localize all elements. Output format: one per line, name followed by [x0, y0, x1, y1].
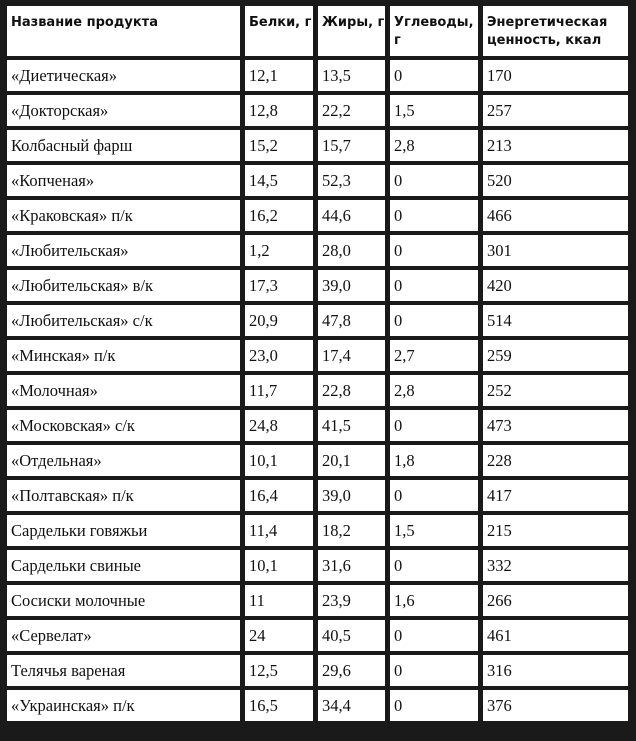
- cell-protein: 10,1: [245, 445, 313, 476]
- cell-product-name: «Копченая»: [7, 165, 240, 196]
- cell-protein: 11,4: [245, 515, 313, 546]
- cell-product-name: «Диетическая»: [7, 60, 240, 91]
- cell-carbs: 1,5: [390, 515, 478, 546]
- cell-protein: 16,4: [245, 480, 313, 511]
- cell-protein: 16,2: [245, 200, 313, 231]
- cell-carbs: 2,8: [390, 375, 478, 406]
- cell-energy: 228: [483, 445, 628, 476]
- cell-fat: 29,6: [318, 655, 385, 686]
- cell-energy: 259: [483, 340, 628, 371]
- cell-carbs: 0: [390, 690, 478, 721]
- cell-fat: 40,5: [318, 620, 385, 651]
- cell-fat: 22,8: [318, 375, 385, 406]
- table-row: [7, 270, 628, 301]
- header-protein: Белки, г: [245, 6, 313, 56]
- cell-fat: 44,6: [318, 200, 385, 231]
- cell-fat: 47,8: [318, 305, 385, 336]
- table-row: [7, 95, 628, 126]
- table-row: [7, 515, 628, 546]
- cell-fat: 52,3: [318, 165, 385, 196]
- cell-protein: 11: [245, 585, 313, 616]
- table-row: [7, 690, 628, 721]
- table-row: [7, 375, 628, 406]
- cell-protein: 11,7: [245, 375, 313, 406]
- table-row: [7, 60, 628, 91]
- cell-energy: 213: [483, 130, 628, 161]
- cell-carbs: 0: [390, 60, 478, 91]
- cell-fat: 39,0: [318, 480, 385, 511]
- cell-energy: 514: [483, 305, 628, 336]
- table-row: [7, 585, 628, 616]
- cell-protein: 20,9: [245, 305, 313, 336]
- cell-energy: 266: [483, 585, 628, 616]
- cell-carbs: 0: [390, 410, 478, 441]
- cell-product-name: «Минская» п/к: [7, 340, 240, 371]
- cell-energy: 170: [483, 60, 628, 91]
- cell-carbs: 0: [390, 165, 478, 196]
- cell-carbs: 2,7: [390, 340, 478, 371]
- cell-energy: 316: [483, 655, 628, 686]
- cell-energy: 301: [483, 235, 628, 266]
- table-row: [7, 445, 628, 476]
- table-header-row: [7, 6, 628, 56]
- cell-carbs: 1,8: [390, 445, 478, 476]
- cell-fat: 20,1: [318, 445, 385, 476]
- table-row: [7, 235, 628, 266]
- cell-product-name: «Краковская» п/к: [7, 200, 240, 231]
- cell-protein: 10,1: [245, 550, 313, 581]
- cell-carbs: 0: [390, 480, 478, 511]
- cell-product-name: «Докторская»: [7, 95, 240, 126]
- cell-protein: 17,3: [245, 270, 313, 301]
- cell-fat: 41,5: [318, 410, 385, 441]
- cell-energy: 420: [483, 270, 628, 301]
- header-energy: Энергетическая ценность, ккал: [483, 6, 628, 56]
- cell-product-name: «Молочная»: [7, 375, 240, 406]
- cell-product-name: «Любительская» в/к: [7, 270, 240, 301]
- cell-carbs: 0: [390, 235, 478, 266]
- table-row: [7, 410, 628, 441]
- cell-fat: 17,4: [318, 340, 385, 371]
- cell-protein: 16,5: [245, 690, 313, 721]
- cell-energy: 473: [483, 410, 628, 441]
- cell-product-name: Колбасный фарш: [7, 130, 240, 161]
- cell-product-name: Сосиски молочные: [7, 585, 240, 616]
- cell-energy: 215: [483, 515, 628, 546]
- cell-protein: 12,1: [245, 60, 313, 91]
- cell-product-name: «Сервелат»: [7, 620, 240, 651]
- cell-fat: 31,6: [318, 550, 385, 581]
- cell-protein: 24,8: [245, 410, 313, 441]
- header-fat: Жиры, г: [318, 6, 385, 56]
- cell-fat: 28,0: [318, 235, 385, 266]
- cell-carbs: 0: [390, 655, 478, 686]
- table-row: [7, 305, 628, 336]
- cell-product-name: «Московская» с/к: [7, 410, 240, 441]
- cell-energy: 466: [483, 200, 628, 231]
- cell-energy: 461: [483, 620, 628, 651]
- header-product-name: Название продукта: [7, 6, 240, 56]
- table-row: [7, 550, 628, 581]
- cell-fat: 15,7: [318, 130, 385, 161]
- cell-product-name: «Отдельная»: [7, 445, 240, 476]
- cell-fat: 22,2: [318, 95, 385, 126]
- cell-carbs: 0: [390, 305, 478, 336]
- cell-energy: 257: [483, 95, 628, 126]
- table-row: [7, 620, 628, 651]
- cell-carbs: 0: [390, 620, 478, 651]
- nutrition-table: [2, 2, 633, 725]
- cell-product-name: Сардельки свиные: [7, 550, 240, 581]
- cell-carbs: 0: [390, 200, 478, 231]
- cell-fat: 39,0: [318, 270, 385, 301]
- cell-energy: 252: [483, 375, 628, 406]
- table-body: [7, 60, 628, 721]
- cell-protein: 12,8: [245, 95, 313, 126]
- cell-product-name: «Украинская» п/к: [7, 690, 240, 721]
- cell-protein: 24: [245, 620, 313, 651]
- cell-energy: 376: [483, 690, 628, 721]
- cell-product-name: Сардельки говяжьи: [7, 515, 240, 546]
- cell-protein: 1,2: [245, 235, 313, 266]
- cell-fat: 13,5: [318, 60, 385, 91]
- cell-protein: 23,0: [245, 340, 313, 371]
- cell-product-name: «Любительская» с/к: [7, 305, 240, 336]
- cell-carbs: 1,6: [390, 585, 478, 616]
- cell-fat: 23,9: [318, 585, 385, 616]
- cell-protein: 12,5: [245, 655, 313, 686]
- cell-product-name: «Полтавская» п/к: [7, 480, 240, 511]
- cell-carbs: 0: [390, 270, 478, 301]
- cell-product-name: «Любительская»: [7, 235, 240, 266]
- cell-energy: 417: [483, 480, 628, 511]
- table-row: [7, 480, 628, 511]
- cell-protein: 14,5: [245, 165, 313, 196]
- header-carbs: Углеводы, г: [390, 6, 478, 56]
- table-row: [7, 655, 628, 686]
- cell-carbs: 0: [390, 550, 478, 581]
- cell-energy: 520: [483, 165, 628, 196]
- cell-fat: 34,4: [318, 690, 385, 721]
- table-row: [7, 130, 628, 161]
- cell-energy: 332: [483, 550, 628, 581]
- table-row: [7, 340, 628, 371]
- cell-carbs: 2,8: [390, 130, 478, 161]
- cell-protein: 15,2: [245, 130, 313, 161]
- table-row: [7, 200, 628, 231]
- cell-product-name: Телячья вареная: [7, 655, 240, 686]
- cell-fat: 18,2: [318, 515, 385, 546]
- table-row: [7, 165, 628, 196]
- cell-carbs: 1,5: [390, 95, 478, 126]
